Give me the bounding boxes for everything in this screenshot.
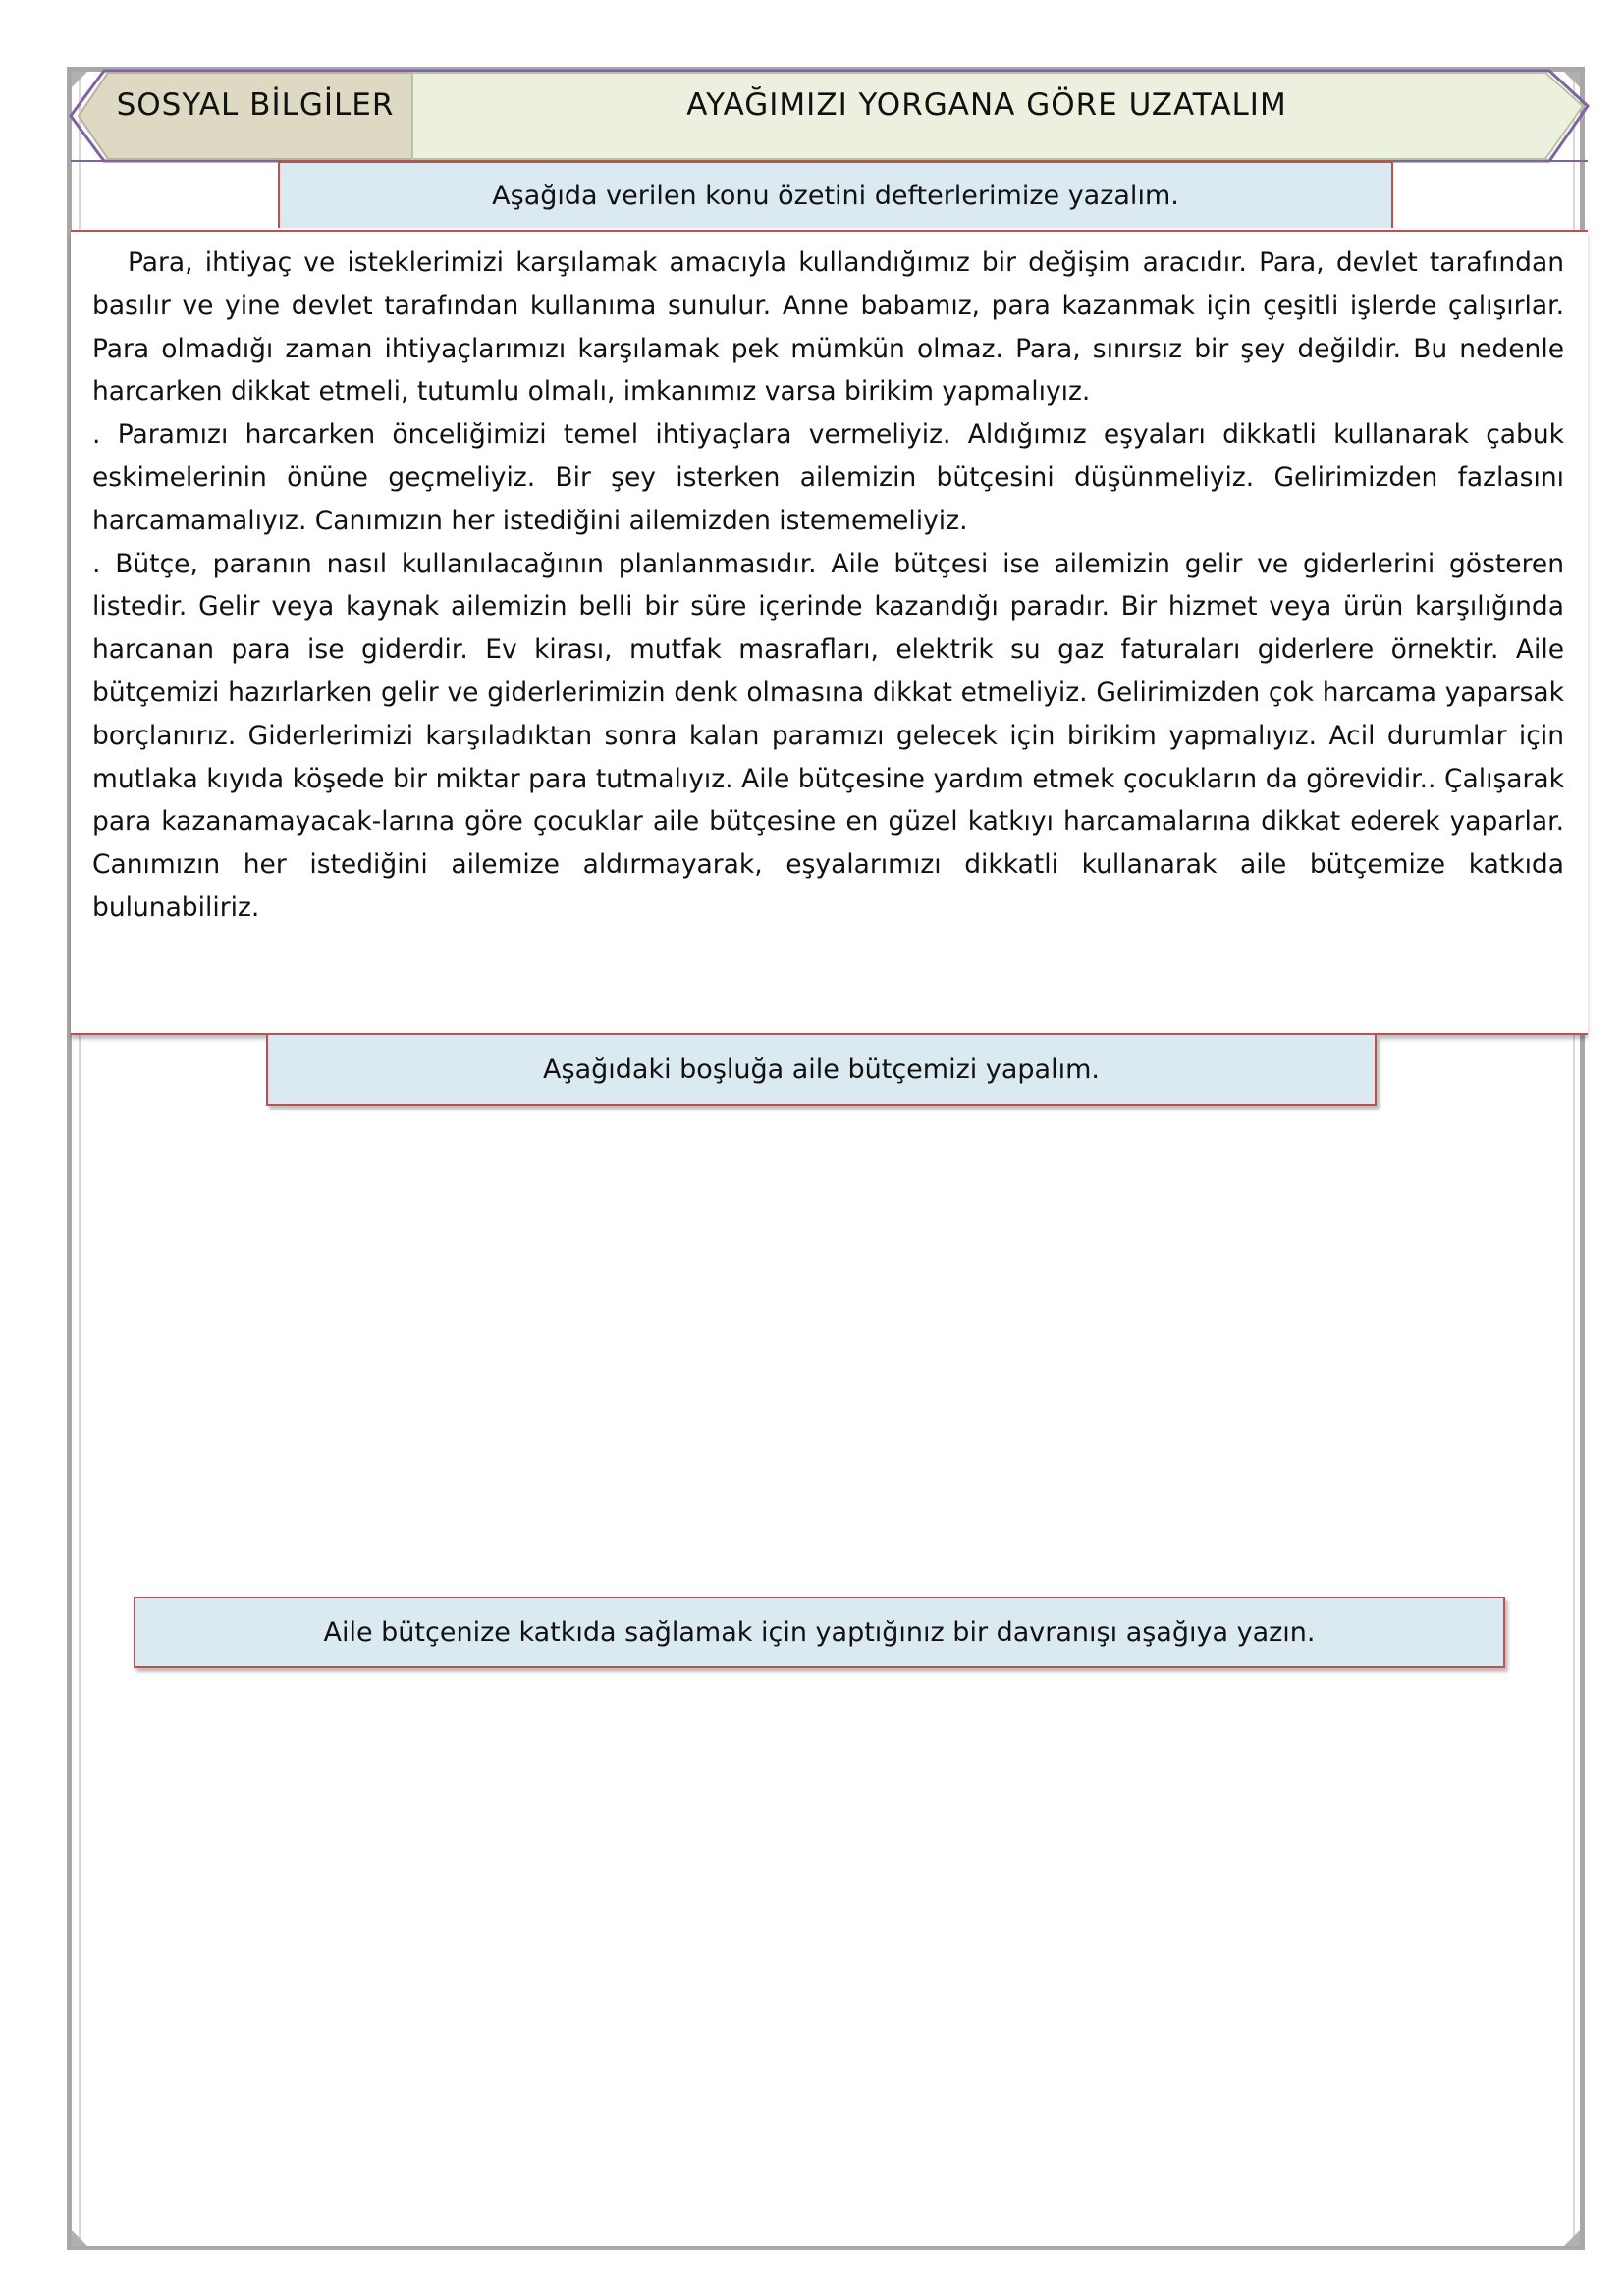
instruction-banner-contribution <box>134 1597 1505 1668</box>
instruction-copy-summary-text: Aşağıda verilen konu özetini defterlerimize yazalım. <box>492 180 1179 211</box>
instruction-budget-text: Aşağıdaki boşluğa aile bütçemizi yapalım. <box>543 1054 1100 1085</box>
contribution-writing-area[interactable] <box>88 1689 1561 2219</box>
summary-paragraph-3: . Bütçe, paranın nasıl kullanılacağının planlanmasıdır. Aile bütçesi ise ailemizin gelir ve giderlerini gösteren listedir. Gelir veya kaynak ailemizin belli bir süre içerinde kazandığı paradır. Bir hizmet veya ürün karşılığında harcanan para ise giderdir. Ev kirası, mutfak masrafları, elektrik su gaz faturaları giderlere örnektir. Aile bütçemizi hazırlarken gelir ve giderlerimizin denk olmasına dikkat etmeliyiz. Gelirimizden çok harcama yaparsak borçlanırız. Giderlerimizi karşıladıktan sonra kalan paramızı gelecek için birikim yapmalıyız. Acil durumlar için mutlaka kıyıda köşede bir miktar para tutmalıyız. Aile bütçesine yardım etmek çocukların da görevidir.. Çalışarak para kazanamayacak-larına göre çocuklar aile bütçesine en güzel katkıyı harcamalarına dikkat ederek yaparlar. Canımızın her istediğini ailemize aldırmayarak, eşyalarımızı dikkatli kullanarak aile bütçemize katkıda bulunabiliriz. <box>92 548 1564 923</box>
budget-writing-area[interactable] <box>88 1119 1561 1581</box>
instruction-banner-budget <box>266 1035 1377 1106</box>
corner-ornament-bottom-right <box>1564 2230 1580 2246</box>
corner-ornament-bottom-left <box>72 2230 87 2246</box>
subject-label: SOSYAL BİLGİLER <box>116 87 395 123</box>
instruction-banner-copy-summary <box>278 161 1393 228</box>
lesson-title: AYAĞIMIZI YORGANA GÖRE UZATALIM <box>686 87 1287 123</box>
summary-box <box>71 230 1588 1035</box>
summary-paragraph-1: Para, ihtiyaç ve isteklerimizi karşılamak amacıyla kullandığımız bir değişim aracıdır. Para, devlet tarafından basılır ve yine devlet tarafından kullanıma sunulur. Anne babamız, para kazanmak için çeşitli işlerde çalışırlar. Para olmadığı zaman ihtiyaçlarımızı karşılamak pek mümkün olmaz. Para, sınırsız bir şey değildir. Bu nedenle harcarken dikkat etmeli, tutumlu olmalı, imkanımız varsa birikim yapmalıyız. <box>92 247 1564 407</box>
instruction-contribution-text: Aile bütçenize katkıda sağlamak için yaptığınız bir davranışı aşağıya yazın. <box>323 1617 1316 1648</box>
summary-paragraph-2: . Paramızı harcarken önceliğimizi temel ihtiyaçlara vermeliyiz. Aldığımız eşyaları dikkatli kullanarak çabuk eskimelerinin önüne geçmeliyiz. Bir şey isterken ailemizin bütçesini düşünmeliyiz. Gelirimizden fazlasını harcamamalıyız. Canımızın her istediğini ailemizden istememeliyiz. <box>92 419 1564 536</box>
